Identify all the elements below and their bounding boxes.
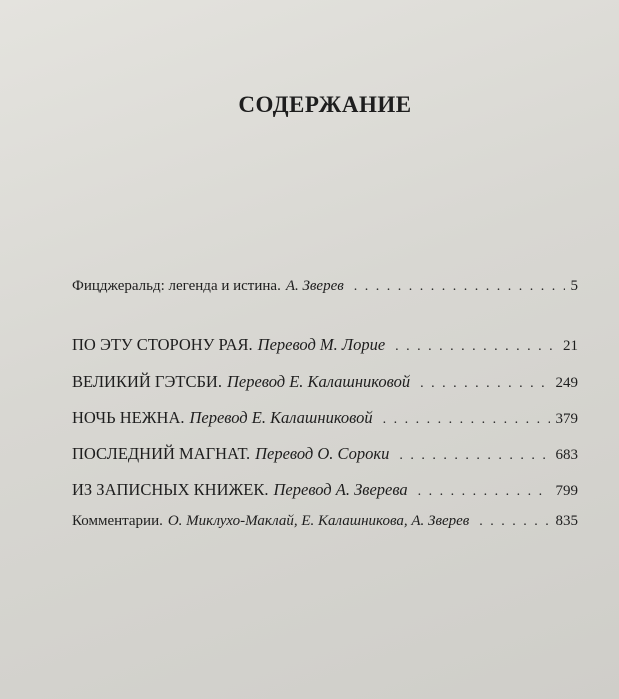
toc-entry (72, 335, 578, 355)
dot-leader (420, 376, 549, 392)
entry-page: 5 (570, 278, 578, 294)
toc-entry (72, 480, 578, 500)
entry-author: Перевод Е. Калашниковой (189, 408, 373, 427)
dot-leader (395, 339, 557, 355)
page-title: СОДЕРЖАНИЕ (238, 92, 412, 117)
dot-leader (399, 448, 549, 464)
dot-leader (383, 412, 550, 428)
toc-entry (72, 513, 578, 530)
toc-entry (72, 408, 578, 428)
entry-page: 835 (555, 513, 578, 529)
entry-author: Перевод А. Зверева (273, 480, 408, 499)
entry-title: Комментарии. (72, 513, 163, 529)
entry-author: Перевод О. Сороки (255, 444, 390, 463)
entry-page: 683 (555, 447, 578, 463)
entry-author: Перевод Е. Калашниковой (226, 372, 411, 391)
entry-page: 379 (555, 411, 578, 427)
entry-title: Фицджеральд: легенда и истина. (72, 278, 281, 294)
entry-page: 21 (563, 338, 578, 354)
dot-leader (354, 279, 565, 295)
entry-page: 799 (555, 483, 578, 499)
entry-author: О. Миклухо-Маклай, Е. Калашникова, А. Зверев (167, 513, 470, 529)
dot-leader (479, 514, 549, 530)
entry-title: НОЧЬ НЕЖНА. (72, 408, 185, 427)
toc-entry (72, 278, 578, 295)
entry-title: ВЕЛИКИЙ ГЭТСБИ. (72, 372, 222, 391)
toc-entry (72, 372, 578, 392)
entry-author: А. Зверев (285, 278, 344, 294)
entry-title: ИЗ ЗАПИСНЫХ КНИЖЕК. (72, 480, 269, 499)
entry-title: ПО ЭТУ СТОРОНУ РАЯ. (72, 335, 253, 354)
toc-entry (72, 444, 578, 464)
entry-page: 249 (555, 375, 578, 391)
entry-title: ПОСЛЕДНИЙ МАГНАТ. (72, 444, 251, 463)
dot-leader (418, 484, 550, 500)
entry-author: Перевод М. Лорие (257, 335, 386, 354)
